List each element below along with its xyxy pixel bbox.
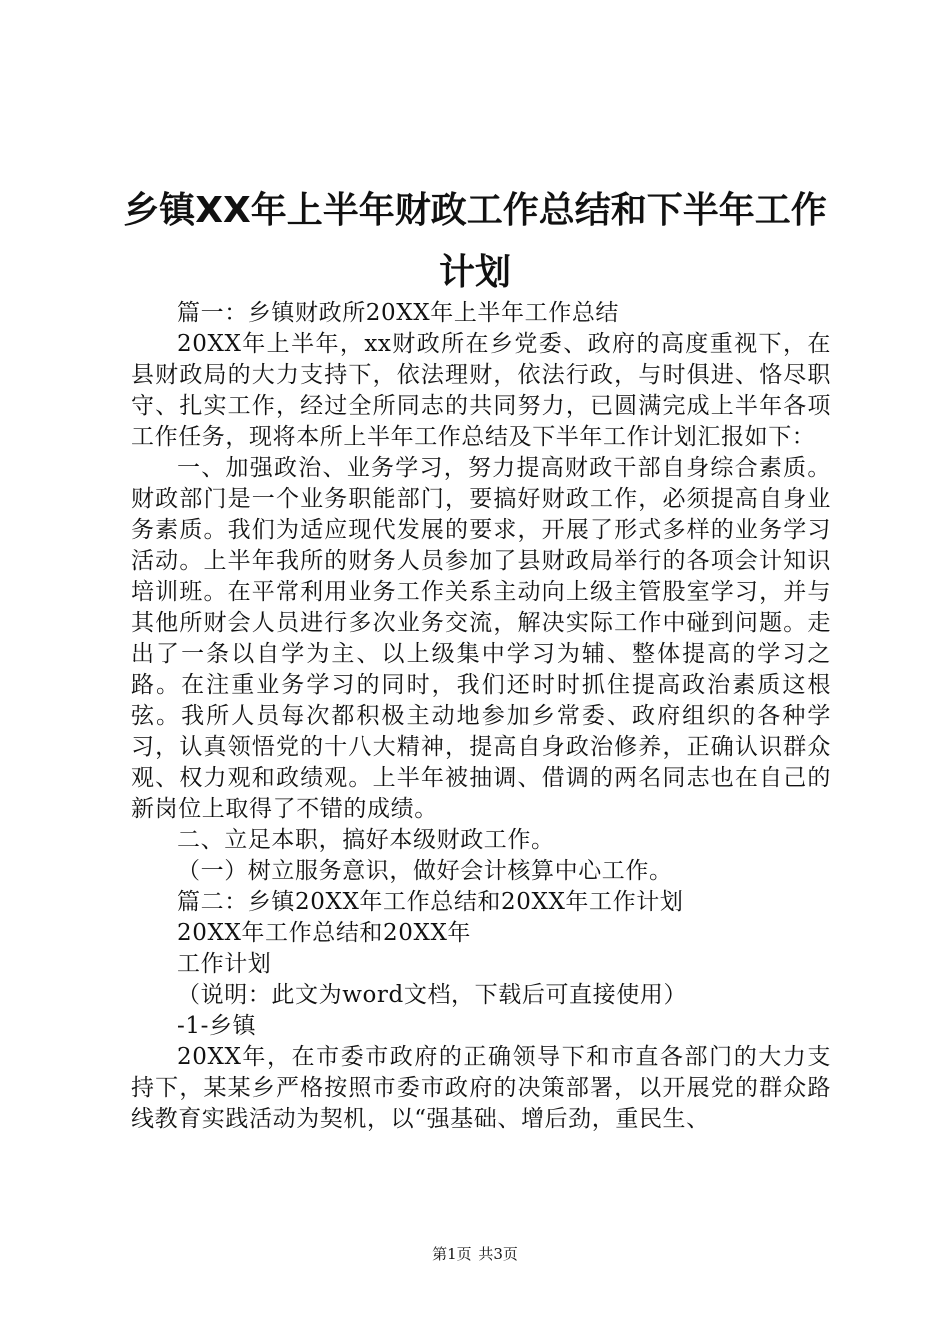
document-body — [131, 298, 831, 1135]
paragraph: 20XX年工作总结和20XX年 — [177, 920, 472, 946]
paragraph: -1-乡镇 — [177, 1013, 257, 1039]
page-total: 共3页 — [478, 1245, 518, 1263]
paragraph: 20XX年上半年，xx财政所在乡党委、政府的高度重视下，在县财政局的大力支持下，依法理财，依法行政，与时俱进、恪尽职守、扎实工作，经过全所同志的共同努力，已圆满完成上半年各项工作任务，现将本所上半年工作总结及下半年工作计划汇报如下： — [131, 331, 831, 450]
paragraph: 二、立足本职，搞好本级财政工作。 — [177, 827, 555, 853]
paragraph: （说明：此文为word文档，下载后可直接使用） — [177, 982, 688, 1008]
paragraph: 一、加强政治、业务学习，努力提高财政干部自身综合素质。财政部门是一个业务职能部门，要搞好财政工作，必须提高自身业务素质。我们为适应现代发展的要求，开展了形式多样的业务学习活动。上半年我所的财务人员参加了县财政局举行的各项会计知识培训班。在平常利用业务工作关系主动向上级主管股室学习，并与其他所财会人员进行多次业务交流，解决实际工作中碰到问题。走出了一条以自学为主、以上级集中学习为辅、整体提高的学习之路。在注重业务学习的同时，我们还时时抓住提高政治素质这根弦。我所人员每次都积极主动地参加乡常委、政府组织的各种学习，认真领悟党的十八大精神，提高自身政治修养，正确认识群众观、权力观和政绩观。上半年被抽调、借调的两名同志也在自己的新岗位上取得了不错的成绩。 — [131, 455, 831, 822]
paragraph: 篇二：乡镇20XX年工作总结和20XX年工作计划 — [177, 889, 684, 915]
page-number: 第1页 — [432, 1245, 472, 1263]
paragraph: （一）树立服务意识，做好会计核算中心工作。 — [177, 858, 673, 884]
page-footer — [0, 1244, 950, 1264]
paragraph: 篇一：乡镇财政所20XX年上半年工作总结 — [177, 300, 620, 326]
document-title: 乡镇XX年上半年财政工作总结和下半年工作计划 — [123, 190, 827, 293]
paragraph: 20XX年，在市委市政府的正确领导下和市直各部门的大力支持下，某某乡严格按照市委市政府的决策部署，以开展党的群众路线教育实践活动为契机，以“强基础、增后劲，重民生、 — [131, 1044, 831, 1132]
paragraph: 工作计划 — [177, 951, 272, 977]
